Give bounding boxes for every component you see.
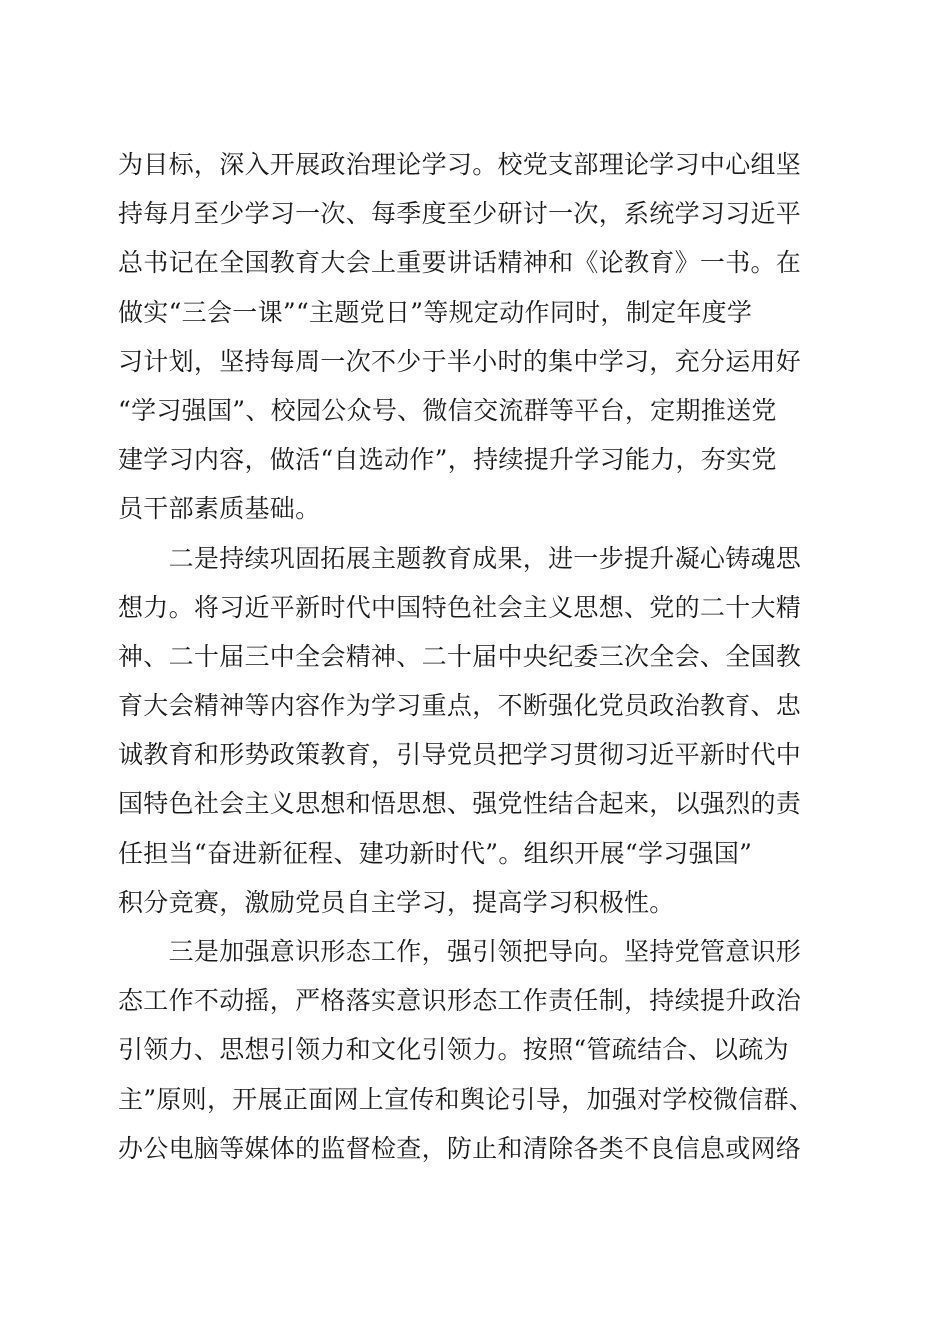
text-line: 任担当“奋进新征程、建功新时代”。组织开展“学习强国” [118, 838, 753, 868]
body-text [118, 140, 848, 1173]
text-line: 神、二十届三中全会精神、二十届中央纪委三次全会、全国教 [118, 641, 802, 671]
text-line: 诚教育和形势政策教育，引导党员把学习贯彻习近平新时代中 [118, 740, 802, 770]
text-line: 态工作不动摇，严格落实意识形态工作责任制，持续提升政治 [118, 986, 802, 1016]
text-line: 办公电脑等媒体的监督检查，防止和清除各类不良信息或网络 [118, 1133, 802, 1163]
text-line: 国特色社会主义思想和悟思想、强党性结合起来，以强烈的责 [118, 789, 802, 819]
text-line: 引领力、思想引领力和文化引领力。按照“管疏结合、以疏为 [118, 1035, 789, 1065]
text-line: “学习强国”、校园公众号、微信交流群等平台，定期推送党 [118, 395, 777, 425]
text-line: 员干部素质基础。 [118, 494, 321, 524]
paragraph-start-line: 三是加强意识形态工作，强引领把导向。坚持党管意识形 [118, 937, 802, 966]
text-line: 建学习内容，做活“自选动作”，持续提升学习能力，夯实党 [118, 445, 777, 475]
text-line: 积分竞赛，激励党员自主学习，提高学习积极性。 [118, 887, 675, 917]
text-line: 想力。将习近平新时代中国特色社会主义思想、党的二十大精 [118, 592, 802, 622]
paragraph-start-line: 二是持续巩固拓展主题教育成果，进一步提升凝心铸魂思 [118, 543, 802, 573]
text-line: 总书记在全国教育大会上重要讲话精神和《论教育》一书。在 [118, 248, 802, 278]
text-line: 为目标，深入开展政治理论学习。校党支部理论学习中心组坚 [118, 150, 802, 179]
text-line: 育大会精神等内容作为学习重点，不断强化党员政治教育、忠 [118, 691, 802, 721]
text-line: 做实“三会一课”“主题党日”等规定动作同时，制定年度学 [118, 297, 753, 327]
text-line: 主”原则，开展正面网上宣传和舆论引导，加强对学校微信群、 [118, 1084, 815, 1114]
text-line: 持每月至少学习一次、每季度至少研讨一次，系统学习习近平 [118, 199, 802, 229]
text-line: 习计划，坚持每周一次不少于半小时的集中学习，充分运用好 [118, 346, 802, 376]
